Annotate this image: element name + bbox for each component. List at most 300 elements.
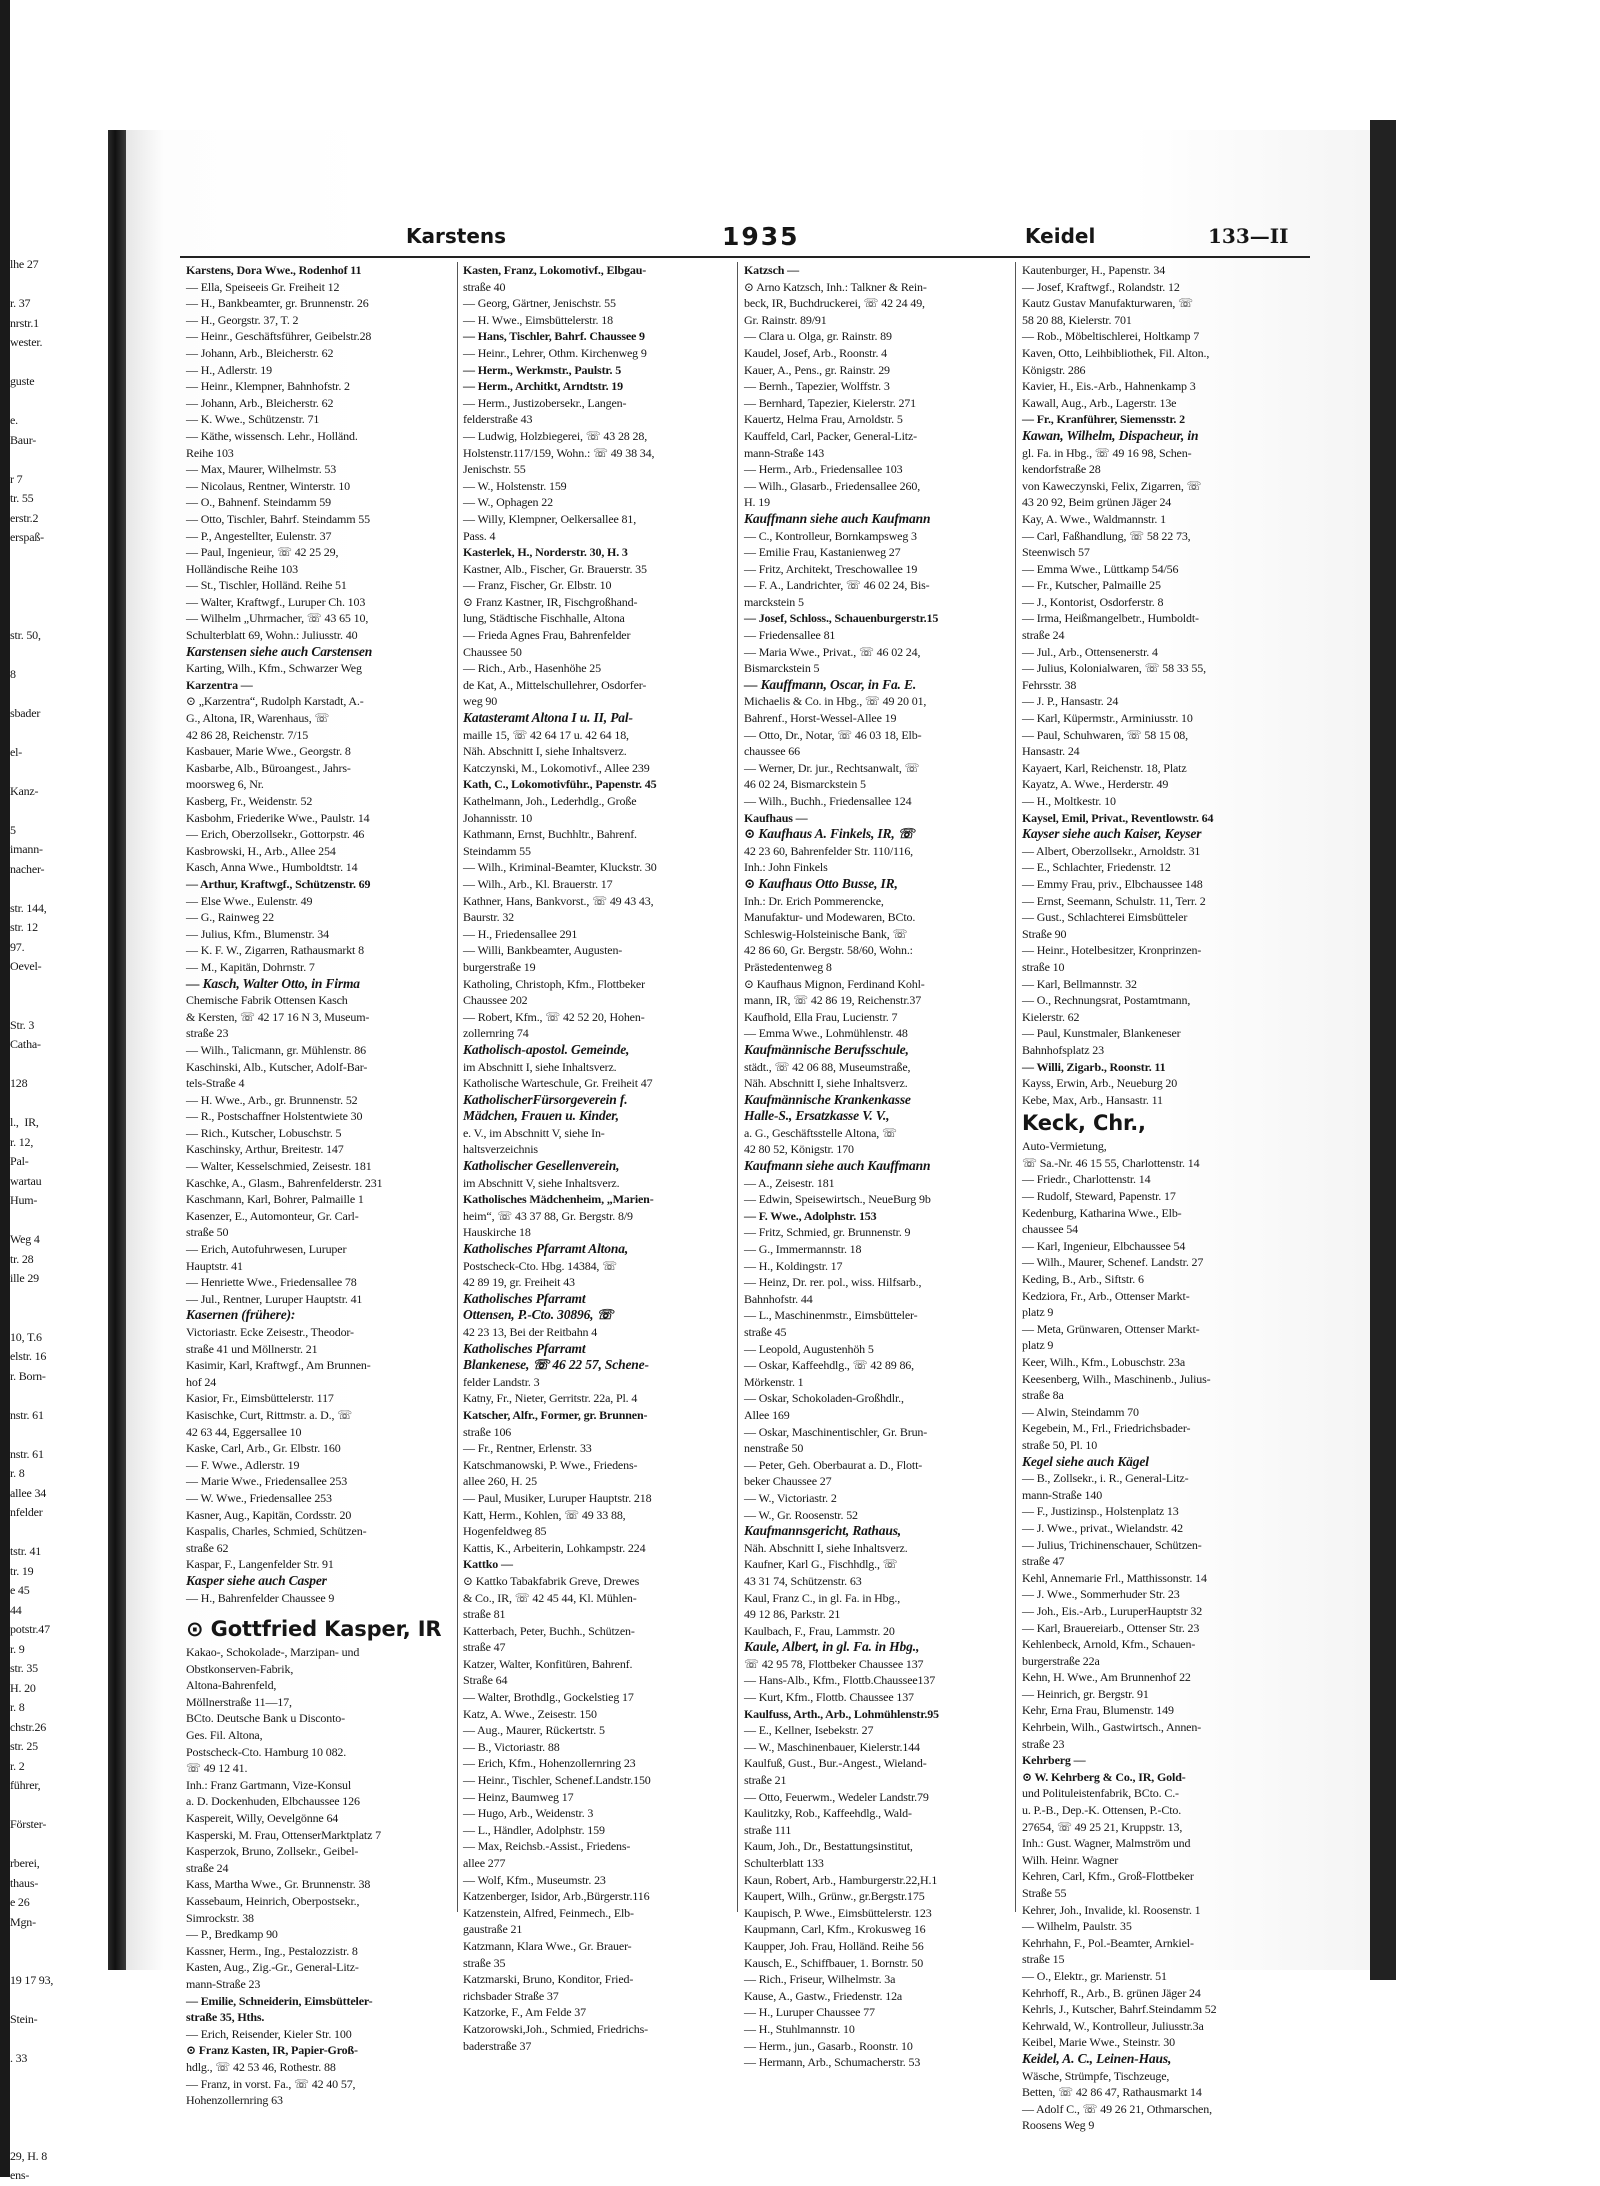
directory-entry: Kaufmann siehe auch Kauffmann <box>744 1158 931 1174</box>
directory-entry: — G., Immermannstr. 18 <box>744 1242 862 1257</box>
directory-entry: gaustraße 21 <box>463 1922 523 1937</box>
directory-entry: Chaussee 202 <box>463 993 528 1008</box>
directory-entry: — Friedr., Charlottenstr. 14 <box>1022 1172 1151 1187</box>
column-divider <box>1015 262 1016 1912</box>
directory-entry: Kawall, Aug., Arb., Lagerstr. 13e <box>1022 395 1177 410</box>
directory-entry: Katholisch-apostol. Gemeinde, <box>463 1041 630 1057</box>
directory-entry: Schleswig-Holsteinische Bank, ☏ <box>744 926 908 941</box>
directory-entry: — Wilh., Kriminal-Beamter, Kluckstr. 30 <box>463 860 657 875</box>
fragment-line: str. 12 <box>10 920 38 934</box>
fragment-line <box>10 392 106 412</box>
directory-entry: Katterbach, Peter, Buchh., Schützen- <box>463 1623 635 1638</box>
fragment-line <box>10 1796 106 1816</box>
directory-entry: Steindamm 55 <box>463 843 531 858</box>
directory-entry: Kaspar, F., Langenfelder Str. 91 <box>186 1557 334 1572</box>
directory-entry: straße 8a <box>1022 1388 1064 1403</box>
fragment-line <box>10 1835 106 1855</box>
directory-entry: — Max, Reichsb.-Assist., Friedens- <box>463 1839 631 1854</box>
directory-entry: — Irma, Heißmangelbetr., Humboldt- <box>1022 611 1199 626</box>
fragment-line <box>10 1386 106 1406</box>
directory-entry: im Abschnitt I, siehe Inhaltsverz. <box>463 1059 617 1074</box>
directory-entry: Kaufner, Karl G., Fischhdlg., ☏ <box>744 1557 898 1572</box>
directory-entry: Bahnhofstr. 44 <box>744 1291 813 1306</box>
directory-entry: Kasenzer, E., Automonteur, Gr. Carl- <box>186 1208 359 1223</box>
fragment-line: lhe 27 <box>10 257 39 271</box>
directory-entry: — Karl, Küpermstr., Arminiusstr. 10 <box>1022 711 1193 726</box>
directory-entry: — O., Elektr., gr. Marienstr. 51 <box>1022 1968 1167 1983</box>
directory-entry: — Bernhard, Tapezier, Kielerstr. 271 <box>744 395 916 410</box>
directory-entry: burgerstraße 19 <box>463 959 536 974</box>
fragment-line: imann- <box>10 842 43 856</box>
fragment-line: erspaß- <box>10 530 44 544</box>
directory-entry: u. P.-B., Dep.-K. Ottensen, P.-Cto. <box>1022 1803 1182 1818</box>
directory-entry: — Joh., Eis.-Arb., LuruperHauptstr 32 <box>1022 1603 1203 1618</box>
directory-entry: ⊙ Franz Kastner, IR, Fischgroßhand- <box>463 594 638 609</box>
directory-entry: — Walter, Kraftwgf., Luruper Ch. 103 <box>186 594 366 609</box>
directory-entry: Ottensen, P.-Cto. 30896, ☏ <box>463 1307 614 1323</box>
directory-entry: burgerstraße 22a <box>1022 1653 1100 1668</box>
directory-entry: Kaul, Franz C., in gl. Fa. in Hbg., <box>744 1590 901 1605</box>
directory-entry: ⊙ „Karzentra“, Rudolph Karstadt, A.- <box>186 694 364 709</box>
directory-entry: — Max, Maurer, Wilhelmstr. 53 <box>186 462 337 477</box>
directory-entry: straße 106 <box>463 1424 512 1439</box>
fragment-line: r. 8 <box>10 1700 25 1714</box>
fragment-line: Str. 3 <box>10 1017 35 1032</box>
directory-entry: straße 111 <box>744 1822 792 1837</box>
directory-entry: Mörkenstr. 1 <box>744 1374 804 1389</box>
directory-entry: straße 50, Pl. 10 <box>1022 1437 1098 1452</box>
fragment-line <box>10 1308 106 1328</box>
directory-entry: Kasbrowski, H., Arb., Allee 254 <box>186 843 336 858</box>
directory-entry: Hauskirche 18 <box>463 1225 531 1240</box>
fragment-line <box>10 879 106 899</box>
fragment-line <box>10 977 106 997</box>
directory-entry: — Fritz, Schmied, gr. Brunnenstr. 9 <box>744 1225 911 1240</box>
directory-entry: Kayaert, Karl, Reichenstr. 18, Platz <box>1022 760 1187 775</box>
directory-entry: Kasner, Aug., Kapitän, Cordsstr. 20 <box>186 1507 352 1522</box>
directory-entry: straße 45 <box>744 1325 787 1339</box>
fragment-line: Baur- <box>10 432 37 447</box>
directory-entry: — H., Luruper Chaussee 77 <box>744 2005 875 2020</box>
directory-entry: ⊙ Kattko Tabakfabrik Greve, Drewes <box>463 1573 640 1588</box>
directory-entry: — Hans-Alb., Kfm., Flottb.Chaussee137 <box>744 1673 936 1688</box>
fragment-line: nfelder <box>10 1505 43 1519</box>
directory-entry: — P., Bredkamp 90 <box>186 1927 278 1942</box>
directory-entry: Kegebein, M., Frl., Friedrichsbader- <box>1022 1421 1191 1436</box>
directory-entry: Halle-S., Ersatzkasse V. V., <box>744 1108 890 1124</box>
fragment-line: 97. <box>10 939 25 954</box>
directory-entry: straße 35 <box>463 1955 506 1970</box>
directory-entry: Katholischer Gesellenverein, <box>463 1158 620 1174</box>
directory-entry: Kasernen (frühere): <box>186 1307 296 1323</box>
directory-entry: — H., Moltkestr. 10 <box>1022 794 1116 808</box>
directory-entry: chaussee 66 <box>744 744 800 759</box>
scan-left-edge <box>0 0 10 2177</box>
fragment-line: str. 144, <box>10 900 47 915</box>
fragment-line: Oevel- <box>10 959 42 973</box>
directory-entry: Kaufmännische Krankenkasse <box>744 1091 911 1107</box>
directory-entry: maille 15, ☏ 42 64 17 u. 42 64 18, <box>463 727 629 742</box>
directory-entry: Kaschinski, Alb., Kutscher, Adolf-Bar- <box>186 1059 368 1074</box>
directory-entry: — W., Maschinenbauer, Kielerstr.144 <box>744 1739 920 1754</box>
directory-entry: — Bernh., Tapezier, Wolffstr. 3 <box>744 379 890 394</box>
fragment-line: nacher- <box>10 861 45 876</box>
directory-entry: Reihe 103 <box>186 445 234 460</box>
directory-entry: — Rich., Kutscher, Lobuschstr. 5 <box>186 1125 342 1140</box>
directory-entry: — Ernst, Seemann, Schulstr. 11, Terr. 2 <box>1022 893 1206 908</box>
directory-entry: Katholische Warteschule, Gr. Freiheit 47 <box>463 1076 653 1091</box>
directory-entry: — Johann, Arb., Bleicherstr. 62 <box>186 345 334 360</box>
directory-entry: Kauer, A., Pens., gr. Rainstr. 29 <box>744 362 890 377</box>
directory-entry: — Willi, Bankbeamter, Augusten- <box>463 943 623 958</box>
directory-entry: 42 23 60, Bahrenfelder Str. 110/116, <box>744 843 914 858</box>
directory-entry: — Julius, Trichinenschauer, Schützen- <box>1022 1537 1202 1552</box>
fragment-line: 10, T.6 <box>10 1329 42 1344</box>
directory-entry: Karstensen siehe auch Carstensen <box>186 643 373 659</box>
directory-entry: Kaysel, Emil, Privat., Reventlowstr. 64 <box>1022 810 1214 825</box>
fragment-line: Pal- <box>10 1154 29 1168</box>
directory-entry: Kasior, Fr., Eimsbüttelerstr. 117 <box>186 1391 334 1406</box>
directory-entry: Karzentra — <box>186 677 253 692</box>
directory-entry: Mädchen, Frauen u. Kinder, <box>463 1108 619 1124</box>
directory-entry: Kaschmann, Karl, Bohrer, Palmaille 1 <box>186 1192 364 1207</box>
directory-entry: Kathelmann, Joh., Lederhdlg., Große <box>463 794 637 808</box>
directory-entry: — Karl, Brauereiarb., Ottenser Str. 23 <box>1022 1620 1200 1635</box>
directory-entry: ☏ 49 12 41. <box>186 1761 248 1776</box>
directory-entry: — G., Rainweg 22 <box>186 910 274 925</box>
fragment-line: r. 37 <box>10 296 31 310</box>
directory-entry: Kattko — <box>463 1557 513 1572</box>
directory-entry: Katzenstein, Alfred, Feinmech., Elb- <box>463 1905 634 1920</box>
directory-entry: — F. A., Landrichter, ☏ 46 02 24, Bis- <box>744 578 930 593</box>
directory-entry: Kavier, H., Eis.-Arb., Hahnenkamp 3 <box>1022 379 1196 394</box>
directory-entry: — W., Ophagen 22 <box>463 495 553 510</box>
directory-entry: — Rich., Friseur, Wilhelmstr. 3a <box>744 1972 896 1987</box>
directory-entry: — Jul., Rentner, Luruper Hauptstr. 41 <box>186 1291 363 1306</box>
directory-entry: — J. Wwe., privat., Wielandstr. 42 <box>1022 1520 1183 1535</box>
directory-entry: Schulterblatt 69, Wohn.: Juliusstr. 40 <box>186 628 358 643</box>
fragment-line: allee 34 <box>10 1485 47 1500</box>
fragment-line <box>10 548 106 568</box>
directory-entry: Kaum, Joh., Dr., Bestattungsinstitut, <box>744 1839 913 1854</box>
directory-entry: — Paul, Schuhwaren, ☏ 58 15 08, <box>1022 727 1189 742</box>
fragment-line <box>10 2127 106 2147</box>
directory-entry: Kaupisch, P. Wwe., Eimsbüttelerstr. 123 <box>744 1905 932 1920</box>
fragment-line: Kanz- <box>10 783 39 798</box>
fragment-line: r 7 <box>10 471 23 486</box>
directory-entry: beck, IR, Buchdruckerei, ☏ 42 24 49, <box>744 296 925 311</box>
directory-entry: Simrockstr. 38 <box>186 1910 254 1925</box>
directory-entry: — Frieda Agnes Frau, Bahrenfelder <box>463 628 631 643</box>
directory-entry: Kasischke, Curt, Rittmstr. a. D., ☏ <box>186 1407 353 1422</box>
fragment-line: 8 <box>10 666 16 681</box>
fragment-line: 5 <box>10 822 16 837</box>
directory-entry: allee 277 <box>463 1856 506 1870</box>
fragment-line <box>10 567 106 587</box>
directory-entry: Straße 90 <box>1022 926 1067 941</box>
directory-entry: — Wilh., Glasarb., Friedensallee 260, <box>744 478 921 493</box>
directory-entry: mann, IR, ☏ 42 86 19, Reichenstr.37 <box>744 993 922 1008</box>
directory-entry: — F. Wwe., Adlerstr. 19 <box>186 1457 300 1472</box>
directory-entry: Steenwisch 57 <box>1022 545 1090 560</box>
directory-entry: Näh. Abschnitt I, siehe Inhaltsverz. <box>744 1076 908 1091</box>
fragment-line: nstr. 61 <box>10 1446 44 1461</box>
directory-entry: Inh.: John Finkels <box>744 860 828 875</box>
directory-entry: straße 15 <box>1022 1952 1065 1967</box>
directory-entry: — Wolf, Kfm., Museumstr. 23 <box>463 1872 606 1887</box>
directory-entry: — Josef, Kraftwgf., Rolandstr. 12 <box>1022 279 1180 294</box>
fragment-line: erstr.2 <box>10 510 39 525</box>
directory-entry: Kaulfuss, Arth., Arb., Lohmühlenstr.95 <box>744 1706 939 1721</box>
fragment-line: nstr. 61 <box>10 1407 44 1422</box>
directory-entry: — Karl, Bellmannstr. 32 <box>1022 976 1137 991</box>
directory-entry: moorsweg 6, Nr. <box>186 777 264 792</box>
directory-entry: — Carl, Faßhandlung, ☏ 58 22 73, <box>1022 528 1191 543</box>
directory-entry: H. 19 <box>744 495 770 510</box>
directory-entry: — Herm., Justizobersekr., Langen- <box>463 395 627 410</box>
directory-entry: straße 40 <box>463 279 506 294</box>
directory-entry: Hansastr. 24 <box>1022 744 1080 759</box>
directory-entry: — Leopold, Augustenhöh 5 <box>744 1341 874 1356</box>
directory-entry: — Emma Wwe., Lüttkamp 54/56 <box>1022 561 1179 576</box>
directory-entry: im Abschnitt V, siehe Inhaltsverz. <box>463 1175 620 1190</box>
directory-entry: — O., Rechnungsrat, Postamtmann, <box>1022 993 1191 1008</box>
directory-entry: — P., Angestellter, Eulenstr. 37 <box>186 528 332 543</box>
directory-entry: — St., Tischler, Holländ. Reihe 51 <box>186 578 347 593</box>
directory-entry: — Fr., Kutscher, Palmaille 25 <box>1022 578 1161 593</box>
directory-entry: — Willi, Zigarb., Roonstr. 11 <box>1022 1059 1166 1074</box>
directory-entry: Kaun, Robert, Arb., Hamburgerstr.22,H.1 <box>744 1872 938 1887</box>
directory-entry: von Kaweczynski, Felix, Zigarren, ☏ <box>1022 478 1202 493</box>
directory-entry: Kaudel, Josef, Arb., Roonstr. 4 <box>744 345 888 360</box>
directory-entry: Kehren, Carl, Kfm., Groß-Flottbeker <box>1022 1869 1194 1884</box>
directory-entry: marckstein 5 <box>744 594 804 609</box>
directory-entry: — Peter, Geh. Oberbaurat a. D., Flott- <box>744 1457 923 1472</box>
directory-entry: — Else Wwe., Eulenstr. 49 <box>186 893 313 908</box>
fragment-line <box>10 1932 106 1952</box>
fragment-line: Förster- <box>10 1817 47 1831</box>
fragment-line: 29, H. 8 <box>10 2148 48 2163</box>
directory-entry: mann-Straße 140 <box>1022 1487 1103 1502</box>
directory-entry: Katholisches Pfarramt <box>463 1340 586 1356</box>
directory-entry: Kayatz, A. Wwe., Herderstr. 49 <box>1022 777 1169 792</box>
directory-entry: Kass, Martha Wwe., Gr. Brunnenstr. 38 <box>186 1877 371 1892</box>
directory-entry: Katschmanowski, P. Wwe., Friedens- <box>463 1457 638 1472</box>
fragment-line <box>10 684 106 704</box>
directory-entry: ⊙ Kaufhaus Otto Busse, IR, <box>744 875 898 891</box>
directory-entry: baderstraße 37 <box>463 2038 532 2053</box>
directory-entry: — K. F. W., Zigarren, Rathausmarkt 8 <box>186 943 364 958</box>
directory-entry: — Robert, Kfm., ☏ 42 52 20, Hohen- <box>463 1009 645 1024</box>
directory-entry: Kathmann, Ernst, Buchhltr., Bahrenf. <box>463 827 637 842</box>
fragment-line: str. 25 <box>10 1739 38 1753</box>
directory-entry: Kehl, Annemarie Frl., Matthissonstr. 14 <box>1022 1570 1207 1585</box>
directory-entry: Kauffeld, Carl, Packer, General-Litz- <box>744 428 917 443</box>
directory-entry: — Heinr., Tischler, Schenef.Landstr.150 <box>463 1773 651 1788</box>
directory-entry: — F. Wwe., Adolphstr. 153 <box>744 1208 877 1223</box>
fragment-line: r. 2 <box>10 1758 25 1773</box>
directory-entry: Kaupper, Joh. Frau, Holländ. Reihe 56 <box>744 1938 924 1953</box>
directory-entry: Kaspereit, Willy, Oevelgönne 64 <box>186 1811 339 1826</box>
directory-entry: — J. P., Hansastr. 24 <box>1022 694 1119 709</box>
fragment-line: r. 12, <box>10 1134 34 1149</box>
fragment-line: Mgn- <box>10 1914 36 1929</box>
directory-entry: — Paul, Musiker, Luruper Hauptstr. 218 <box>463 1490 652 1505</box>
directory-entry: — Rich., Arb., Hasenhöhe 25 <box>463 661 601 676</box>
directory-entry: Kaspalis, Charles, Schmied, Schützen- <box>186 1524 367 1539</box>
fragment-line <box>10 996 106 1016</box>
directory-entry: Kehrhoff, R., Arb., B. grünen Jäger 24 <box>1022 1985 1201 2000</box>
directory-entry: Kaske, Carl, Arb., Gr. Elbstr. 160 <box>186 1441 341 1456</box>
fragment-line <box>10 1952 106 1972</box>
directory-entry: — Heinr., Geschäftsführer, Geibelstr.28 <box>186 329 372 344</box>
fragment-line <box>10 2088 106 2108</box>
directory-entry: — Rob., Möbeltischlerei, Holtkamp 7 <box>1022 329 1200 344</box>
directory-entry: — W., Victoriastr. 2 <box>744 1490 837 1505</box>
directory-entry: — Willy, Klempner, Oelkersallee 81, <box>463 511 637 526</box>
fragment-line: nrstr.1 <box>10 315 39 330</box>
directory-entry: Kielerstr. 62 <box>1022 1009 1080 1024</box>
directory-entry: straße 47 <box>463 1640 506 1655</box>
directory-entry: — Heinz, Dr. rer. pol., wiss. Hilfsarb., <box>744 1275 922 1290</box>
fragment-line: H. 20 <box>10 1680 36 1695</box>
directory-entry: Kehrls, J., Kutscher, Bahrf.Steindamm 52 <box>1022 2002 1217 2017</box>
directory-entry: straße 23 <box>1022 1736 1065 1751</box>
directory-entry: Blankenese, ☏ 46 22 57, Schene- <box>463 1357 649 1373</box>
directory-entry: — Heinrich, gr. Bergstr. 91 <box>1022 1686 1149 1701</box>
directory-entry: Möllnerstraße 11—17, <box>186 1694 292 1709</box>
fragment-line: guste <box>10 374 35 388</box>
directory-entry: Keesenberg, Wilh., Maschinenb., Julius- <box>1022 1371 1211 1386</box>
directory-entry: Katzer, Walter, Konfitüren, Bahrenf. <box>463 1656 633 1671</box>
directory-entry: Kaufmännische Berufsschule, <box>744 1041 909 1057</box>
directory-entry: — Oskar, Schokoladen-Großhdlr., <box>744 1391 904 1406</box>
directory-entry: Kaupmann, Carl, Kfm., Krokusweg 16 <box>744 1922 926 1937</box>
directory-entry: Obstkonserven-Fabrik, <box>186 1661 294 1676</box>
directory-entry: Katscher, Alfr., Former, gr. Brunnen- <box>463 1407 648 1422</box>
directory-entry: straße 24 <box>1022 628 1065 643</box>
directory-entry: Kause, A., Gastw., Friedenstr. 12a <box>744 1988 903 2003</box>
directory-entry: — Wilhelm „Uhrmacher, ☏ 43 65 10, <box>186 611 369 626</box>
directory-entry: Kehr, Erna Frau, Blumenstr. 149 <box>1022 1703 1174 1718</box>
fragment-line <box>10 1991 106 2011</box>
directory-entry: — Heinr., Klempner, Bahnhofstr. 2 <box>186 379 350 394</box>
directory-entry: straße 41 und Möllnerstr. 21 <box>186 1341 318 1356</box>
directory-entry: Altona-Bahrenfeld, <box>186 1678 277 1693</box>
directory-entry: Katny, Fr., Nieter, Gerritstr. 22a, Pl. 4 <box>463 1391 638 1406</box>
directory-entry: — Julius, Kolonialwaren, ☏ 58 33 55, <box>1022 661 1206 676</box>
directory-entry: Hogenfeldweg 85 <box>463 1524 547 1539</box>
directory-entry: — J., Kontorist, Osdorferstr. 8 <box>1022 594 1164 609</box>
directory-entry: — Walter, Kesselschmied, Zeisestr. 181 <box>186 1159 372 1174</box>
fragment-line <box>10 606 106 626</box>
directory-entry: Kakao-, Schokolade-, Marzipan- und <box>186 1645 360 1660</box>
directory-entry: Allee 169 <box>744 1407 790 1422</box>
directory-entry: Kedenburg, Katharina Wwe., Elb- <box>1022 1205 1182 1220</box>
fragment-line: potstr.47 <box>10 1622 50 1636</box>
directory-entry: — Erich, Kfm., Hohenzollernring 23 <box>463 1756 636 1771</box>
directory-entry: Kehlenbeck, Arnold, Kfm., Schauen- <box>1022 1637 1196 1652</box>
directory-entry: — B., Victoriastr. 88 <box>463 1739 560 1754</box>
directory-entry: Kattis, K., Arbeiterin, Lohkampstr. 224 <box>463 1540 646 1555</box>
directory-entry: — Nicolaus, Rentner, Winterstr. 10 <box>186 478 351 493</box>
directory-entry: & Kersten, ☏ 42 17 16 N 3, Museum- <box>186 1009 370 1024</box>
directory-entry: Wäsche, Strümpfe, Tischzeuge, <box>1022 2068 1170 2083</box>
directory-entry: — Clara u. Olga, gr. Rainstr. 89 <box>744 329 892 344</box>
directory-entry: — Karl, Ingenieur, Elbchaussee 54 <box>1022 1238 1186 1253</box>
fragment-line: Weg 4 <box>10 1232 40 1246</box>
fragment-line <box>10 723 106 743</box>
directory-entry: 42 23 13, Bei der Reitbahn 4 <box>463 1325 598 1339</box>
directory-entry: — Paul, Kunstmaler, Blankeneser <box>1022 1026 1181 1041</box>
directory-entry: — Erich, Autofuhrwesen, Luruper <box>186 1242 347 1257</box>
directory-entry: Kay, A. Wwe., Waldmannstr. 1 <box>1022 511 1166 526</box>
directory-entry: Kassebaum, Heinrich, Oberpostsekr., <box>186 1894 360 1908</box>
directory-entry: Manufaktur- und Modewaren, BCto. <box>744 910 916 925</box>
directory-entry: — Fritz, Architekt, Treschowallee 19 <box>744 561 918 576</box>
directory-entry: allee 260, H. 25 <box>463 1474 537 1489</box>
directory-entry: mann-Straße 23 <box>186 1976 261 1991</box>
directory-entry: — Gust., Schlachterei Eimsbütteler <box>1022 910 1188 925</box>
fragment-line: r. 8 <box>10 1466 25 1480</box>
directory-entry: — Herm., Werkmstr., Paulstr. 5 <box>463 362 622 377</box>
fragment-line: e. <box>10 413 18 427</box>
directory-entry: Kaulfuß, Gust., Bur.-Angest., Wieland- <box>744 1756 927 1771</box>
header-last-entry: Keidel <box>1025 224 1096 248</box>
directory-entry: Kawan, Wilhelm, Dispacheur, in <box>1022 427 1199 443</box>
directory-entry: — Georg, Gärtner, Jenischstr. 55 <box>463 296 616 311</box>
directory-entry: — H., Adlerstr. 19 <box>186 362 272 377</box>
directory-entry: 49 12 86, Parkstr. 21 <box>744 1607 841 1622</box>
fragment-line: führer, <box>10 1778 41 1792</box>
directory-entry: felderstraße 43 <box>463 412 533 427</box>
directory-entry: Pass. 4 <box>463 528 496 543</box>
directory-entry: hdlg., ☏ 42 53 46, Rothestr. 88 <box>186 2059 336 2074</box>
fragment-line: tr. 19 <box>10 1563 34 1578</box>
fragment-line: tr. 55 <box>10 491 34 505</box>
directory-entry: Kehn, H. Wwe., Am Brunnenhof 22 <box>1022 1670 1191 1685</box>
directory-entry: BCto. Deutsche Bank u Disconto- <box>186 1711 345 1726</box>
directory-entry: 42 86 28, Reichenstr. 7/15 <box>186 727 309 742</box>
directory-entry: Ges. Fil. Altona, <box>186 1728 263 1743</box>
directory-entry: Katzmarski, Bruno, Konditor, Fried- <box>463 1972 634 1987</box>
directory-entry: — Käthe, wissensch. Lehr., Holländ. <box>186 428 358 443</box>
directory-entry: — H., Friedensallee 291 <box>463 926 578 941</box>
directory-entry: ⊙ Arno Katzsch, Inh.: Talkner & Rein- <box>744 279 927 294</box>
fragment-line: e 26 <box>10 1895 30 1909</box>
directory-entry: — Erich, Oberzollsekr., Gottorpstr. 46 <box>186 827 365 842</box>
directory-entry: — Edwin, Speisewirtsch., NeueBurg 9b <box>744 1192 931 1207</box>
directory-entry: Kaulbach, F., Frau, Lammstr. 20 <box>744 1623 895 1638</box>
directory-entry: straße 62 <box>186 1540 229 1555</box>
directory-entry: — Heinz, Baumweg 17 <box>463 1789 574 1804</box>
directory-entry: — Meta, Grünwaren, Ottenser Markt- <box>1022 1321 1200 1336</box>
directory-entry: kendorfstraße 28 <box>1022 462 1101 477</box>
directory-entry: Kath, C., Lokomotivführ., Papenstr. 45 <box>463 777 657 792</box>
fragment-line <box>10 1289 106 1309</box>
directory-entry: Kastner, Alb., Fischer, Gr. Brauerstr. 35 <box>463 561 647 576</box>
directory-entry: Bahrenf., Horst-Wessel-Allee 19 <box>744 711 897 726</box>
directory-entry: Keer, Wilh., Kfm., Lobuschstr. 23a <box>1022 1355 1186 1369</box>
directory-entry: — Albert, Oberzollsekr., Arnoldstr. 31 <box>1022 843 1201 858</box>
directory-entry: Inh.: Dr. Erich Pommerencke, <box>744 893 884 908</box>
fragment-line: e 45 <box>10 1583 30 1597</box>
directory-entry: Katholisches Pfarramt Altona, <box>463 1241 629 1257</box>
scan-right-edge <box>1370 120 1396 1980</box>
directory-column-1 <box>186 262 454 2108</box>
fragment-line: . 33 <box>10 2051 28 2065</box>
directory-entry: a. D. Dockenhuden, Elbchaussee 126 <box>186 1794 360 1809</box>
